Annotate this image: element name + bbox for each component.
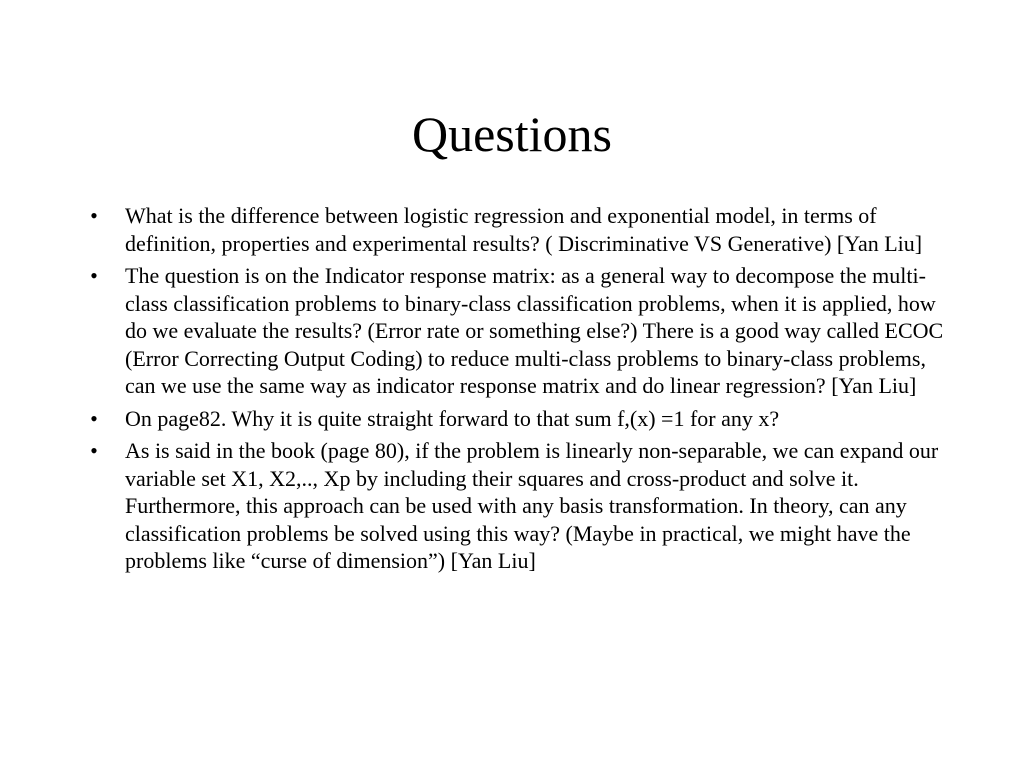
bullet-text-3: On page82. Why it is quite straight forward to that sum f,(x) =1 for any x?	[125, 405, 780, 431]
bullet-text-1: What is the difference between logistic regression and exponential model, in terms of definition, properties and experimental results? ( Discriminative VS Generative) [Yan Liu]	[125, 203, 923, 256]
slide-title: Questions	[412, 106, 612, 162]
bullet-item-4	[84, 437, 944, 575]
bullet-text-2: The question is on the Indicator response matrix: as a general way to decompose the multi-class classification problems to binary-class classification problems, when it is applied, how do we evaluate the results? (Error rate or something else?) There is a good way called ECOC (Error Correcting Output Coding) to reduce multi-class problems to binary-class problems, can we use the same way as indicator response matrix and do linear regression? [Yan Liu]	[125, 263, 944, 398]
bullet-icon: •	[90, 203, 98, 228]
bullet-icon: •	[90, 263, 98, 288]
bullet-item-1	[84, 202, 944, 257]
bullet-icon: •	[90, 405, 98, 431]
bullet-item-2	[84, 262, 944, 400]
bullet-item-3	[84, 405, 944, 433]
bullet-list	[84, 202, 944, 580]
bullet-text-4: As is said in the book (page 80), if the problem is linearly non-separable, we can expand our variable set X1, X2,.., Xp by including their squares and cross-product and solve it. Furthermore, this approach can be used with any basis transformation. In theory, can any classification problems be solved using this way? (Maybe in practical, we might have the problems like “curse of dimension”) [Yan Liu]	[125, 438, 939, 573]
bullet-icon: •	[90, 438, 98, 463]
